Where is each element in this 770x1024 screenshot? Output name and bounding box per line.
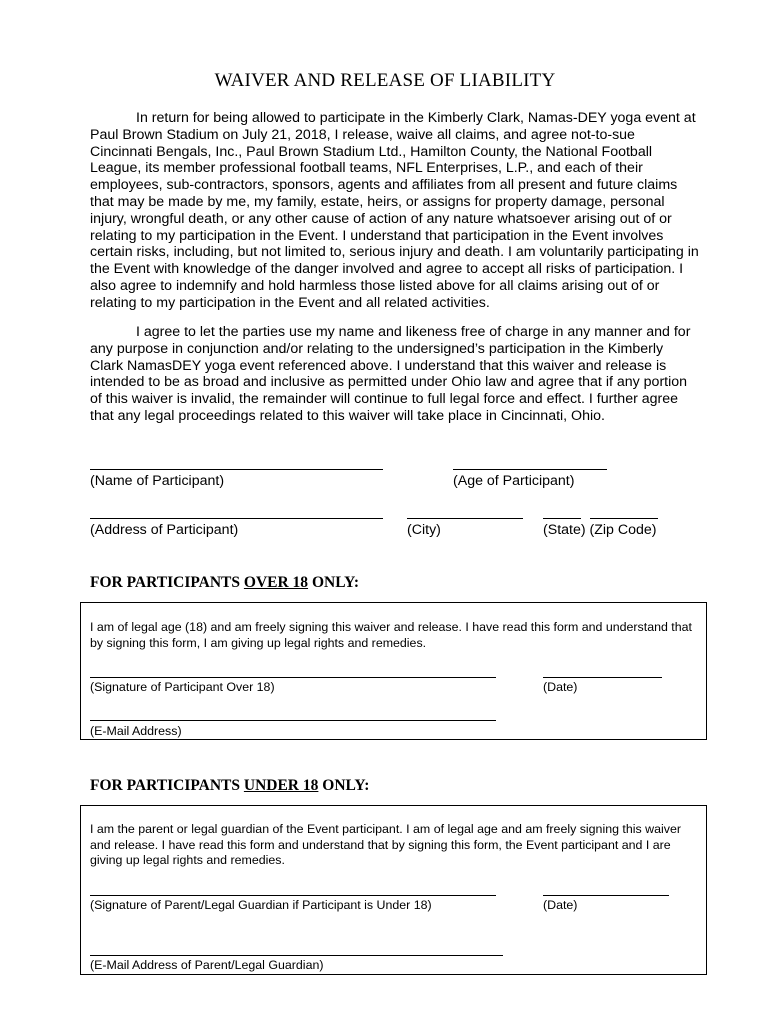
- under18-heading-prefix: FOR PARTICIPANTS: [90, 777, 244, 794]
- under18-heading-emphasis: UNDER 18: [243, 777, 319, 794]
- under18-date-line[interactable]: [543, 895, 669, 896]
- over18-email-line[interactable]: [90, 720, 496, 721]
- under18-email-label: (E-Mail Address of Parent/Legal Guardian): [90, 958, 324, 972]
- over18-heading: [90, 574, 359, 592]
- over18-heading-prefix: FOR PARTICIPANTS: [90, 574, 244, 591]
- over18-signature-label: (Signature of Participant Over 18): [90, 680, 275, 694]
- state-line[interactable]: [543, 518, 581, 519]
- over18-email-label: (E-Mail Address): [90, 724, 182, 738]
- under18-signature-line[interactable]: [90, 895, 496, 896]
- address-label: (Address of Participant): [90, 522, 239, 538]
- over18-statement: I am of legal age (18) and am freely signing this waiver and release. I have read this form and understand that by signing this form, I am giving up legal rights and remedies.: [90, 620, 692, 650]
- over18-date-label: (Date): [543, 680, 578, 694]
- name-label: (Name of Participant): [90, 473, 225, 489]
- under18-heading: [90, 777, 369, 795]
- under18-statement: I am the parent or legal guardian of the Event participant. I am of legal age and am freely signing this waiver and release. I have read this form and understand that by signing this form, the Event participant and I are giving up legal rights and remedies.: [90, 822, 681, 867]
- under18-signature-label: (Signature of Parent/Legal Guardian if Participant is Under 18): [90, 898, 432, 912]
- state-zip-label: (State) (Zip Code): [543, 522, 657, 538]
- over18-heading-emphasis: OVER 18: [243, 574, 309, 591]
- zip-line[interactable]: [590, 518, 658, 519]
- likeness-paragraph: I agree to let the parties use my name and likeness free of charge in any manner and for any purpose in conjunction and/or relating to the undersigned’s participation in the Kimberly Clark NamasDEY yoga event referenced above. I understand that this waiver and release is intended to be as broad and inclusive as permitted under Ohio law and agree that if any portion of this waiver is invalid, the remainder will continue to full legal force and effect. I further agree that any legal proceedings related to this waiver will take place in Cincinnati, Ohio.: [90, 324, 691, 424]
- name-signature-line[interactable]: [90, 469, 383, 470]
- release-paragraph: In return for being allowed to participate in the Kimberly Clark, Namas-DEY yoga event at Paul Brown Stadium on July 21, 2018, I release, waive all claims, and agree not-to-sue Cincinnati Bengals, Inc., Paul Brown Stadium Ltd., Hamilton County, the National Football League, its member professional football teams, NFL Enterprises, L.P., and each of their employees, sub-contractors, sponsors, agents and affiliates from all present and future claims that may be made by me, my family, estate, heirs, or assigns for property damage, personal injury, wrongful death, or any other cause of action of any nature whatsoever arising out of or relating to my participation in the Event. I understand that participation in the Event involves certain risks, including, but not limited to, serious injury and death. I am voluntarily participating in the Event with knowledge of the danger involved and agree to accept all risks of participation. I also agree to indemnify and hold harmless those listed above for all claims arising out of or relating to my participation in the Event and all related activities.: [90, 110, 699, 311]
- age-line[interactable]: [453, 469, 607, 470]
- under18-date-label: (Date): [543, 898, 578, 912]
- over18-heading-suffix: ONLY:: [308, 574, 360, 591]
- document-title: WAIVER AND RELEASE OF LIABILITY: [214, 70, 556, 91]
- address-line[interactable]: [90, 518, 383, 519]
- under18-email-line[interactable]: [90, 955, 503, 956]
- under18-heading-suffix: ONLY:: [318, 777, 370, 794]
- over18-signature-line[interactable]: [90, 677, 496, 678]
- city-line[interactable]: [407, 518, 523, 519]
- city-label: (City): [407, 522, 441, 538]
- over18-date-line[interactable]: [543, 677, 662, 678]
- age-label: (Age of Participant): [453, 473, 575, 489]
